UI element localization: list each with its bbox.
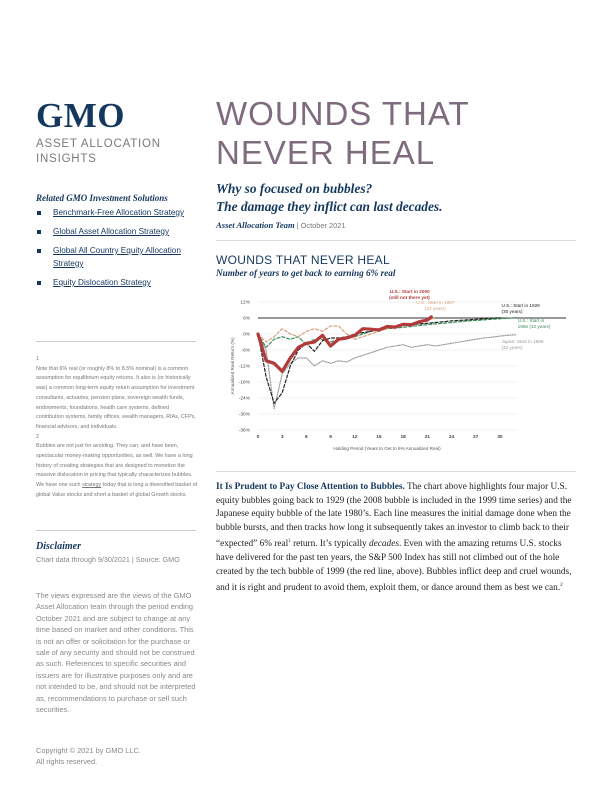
related-solutions-title: Related GMO Investment Solutions [36,193,168,203]
lead-line-1: Why so focused on bubbles? [216,181,373,196]
x-tick-label: 21 [424,435,430,440]
related-link-label: Benchmark-Free Allocation Strategy [53,208,185,217]
y-tick-label: -6% [241,348,250,354]
y-tick-label: -36% [238,428,250,434]
page-title-line-2: NEVER HEAL [216,134,436,171]
y-tick-label: 0% [243,332,250,338]
series-label-0-line2: (still not there yet) [389,294,430,300]
chart-subtitle: Number of years to get back to earning 6% real [216,268,396,278]
footnote-1-text: Note that 6% real (or roughly 8% to 8.5% nominal) is a common assumption for equilibrium equity returns. It also is (or historically was) a common long-term equity return assumption for investment consultants, actuaries, pension plans, sovereign wealth funds, endowments, foundations, health care systems, defined contribution systems, family offices, wealth managers, RIAs, CFPs, financial advisors, and individuals. [36,365,196,430]
y-tick-label: -30% [238,412,250,418]
footnote-2-text-before: Bubbles are not just for avoiding. They can, and have been, spectacular money-making opportunities, as well. We have a long history of creating strategies that are designed to monetize the massive dislocation in pricing that typically characterizes bubbles. We have one such [36,443,193,489]
page-title-line-1: WOUNDS THAT [216,95,470,132]
x-tick-label: 12 [352,435,358,440]
series-label-3-line2: 1966 (32 years) [517,323,551,329]
x-tick-label: 0 [256,435,260,440]
disclaimer-source: Chart data through 9/30/2021 | Source: GMO [36,555,180,564]
sidebar-divider [36,341,196,342]
gmo-logo: GMO [36,96,125,135]
x-tick-label: 27 [473,435,479,440]
x-tick-label: 3 [280,435,284,440]
lead-line-2: The damage they inflict can last decades. [216,199,443,214]
footnote-number: 1 [36,356,39,362]
series-line-0 [258,317,431,371]
body-part-2: return. It’s typically [290,539,369,550]
series-label-1-line1: U.S.: Start in 1987 [416,300,455,305]
chart-divider [216,471,576,472]
footnote-ref-2: 2 [560,583,563,589]
y-tick-label: 12% [240,300,250,306]
series-line-1: ASSET ALLOCATION [36,138,161,150]
byline-team: Asset Allocation Team [216,220,295,230]
header-divider [216,240,576,241]
series-label-2-line2: (30 years) [501,308,523,314]
body-bold-lead: It Is Prudent to Pay Close Attention to Bubbles. [216,482,405,492]
sidebar-divider [36,530,196,531]
series-label-0-line1: U.S.: Start in 2000 [389,289,430,294]
footnotes [36,355,198,501]
chart-title: WOUNDS THAT NEVER HEAL [216,253,390,267]
copyright [36,745,141,768]
body-paragraph [216,481,578,596]
related-link-label: Equity Dislocation Strategy [53,278,151,287]
series-label-2-line1: U.S.: Start in 1929 [501,303,540,308]
wounds-chart [216,282,578,464]
x-tick-label: 18 [400,435,406,440]
body-part-1: The chart above highlights four major U.S. equity bubbles going back to 1929 (the 2008 bubble is included in the 1999 time series) and the Japanese equity bubble of the late 1980’s. Each line measures the initial damage done when the bubble bursts, and then tracks how long it subsequently takes an investor to climb back to their “expected” 6% real [216,482,572,550]
y-tick-labels [239,300,251,434]
x-axis-label: Holding Period (Years to Get to 6% Annualized Real) [333,446,441,451]
footnote-number: 2 [36,433,39,440]
related-link-benchmark-free[interactable] [36,206,201,219]
related-link-global-asset-allocation[interactable] [36,225,201,238]
body-part-3: . Even with the amazing returns U.S. stocks have delivered for the past ten years, the S&P 500 Index has still not climbed out of the hole created by the tech bubble of 1999 (the red line, above). Bubbles inflict deep and cruel wounds, and it is right and prudent to avoid them, exploit them, or dance around them as best we can. [216,539,572,594]
lead-question [216,180,586,216]
series-line-3 [258,318,516,348]
disclaimer-title: Disclaimer [36,541,81,552]
y-axis-label: Annualized Real Return (%) [230,337,235,395]
y-tick-label: -24% [238,396,250,402]
copyright-line-2: All rights reserved. [36,757,98,767]
x-tick-label: 30 [497,435,503,440]
x-tick-labels [257,434,503,440]
y-tick-label: -12% [238,364,250,370]
copyright-line-1: Copyright © 2021 by GMO LLC. [36,746,141,755]
series-label-4-line1: Japan: Start in 1989 [501,339,544,344]
byline-date: | October 2021 [294,221,346,230]
body-italic-word: decades [369,539,399,550]
series-line-2: INSIGHTS [36,153,97,165]
footnote-2-text-after: today that is long a diversified basket of global Value stocks and short a basket of global Growth stocks. [36,482,198,498]
series-label-3-line1: U.S.: Start in [517,318,545,323]
byline [216,220,345,230]
footnote-strategy-link[interactable]: strategy [82,482,102,489]
x-tick-label: 6 [305,435,308,440]
x-tick-label: 24 [448,435,455,440]
series-line-4 [258,334,516,409]
x-tick-label: 15 [376,435,382,440]
disclaimer-body: The views expressed are the views of the GMO Asset Allocation team through the period ending October 2021 and are subject to change at any time based on market and other conditions. This is not an offer or solicitation for the purchase or sale of any security and should not be construed as such. References to specific securities and issuers are for illustrative purposes only and are not intended to be, and should not be interpreted as, recommendations to purchase or sell such securities. [36,591,196,715]
y-tick-label: -18% [238,380,250,386]
related-link-label: Global Asset Allocation Strategy [53,227,170,236]
related-link-global-all-country-equity[interactable] [36,244,201,270]
related-solutions-list [36,206,201,295]
y-tick-label: 6% [243,316,250,322]
related-link-equity-dislocation[interactable] [36,276,201,289]
series-name [36,137,206,167]
related-link-label: Global All Country Equity Allocation Strategy [53,246,181,268]
series-label-1-line2: (22 years) [424,305,446,311]
chart-series [258,317,516,409]
page-title [216,94,536,172]
x-tick-label: 9 [329,435,332,440]
footnote-ref-1: 1 [288,539,291,545]
series-label-4-line2: (32 years) [501,344,523,350]
